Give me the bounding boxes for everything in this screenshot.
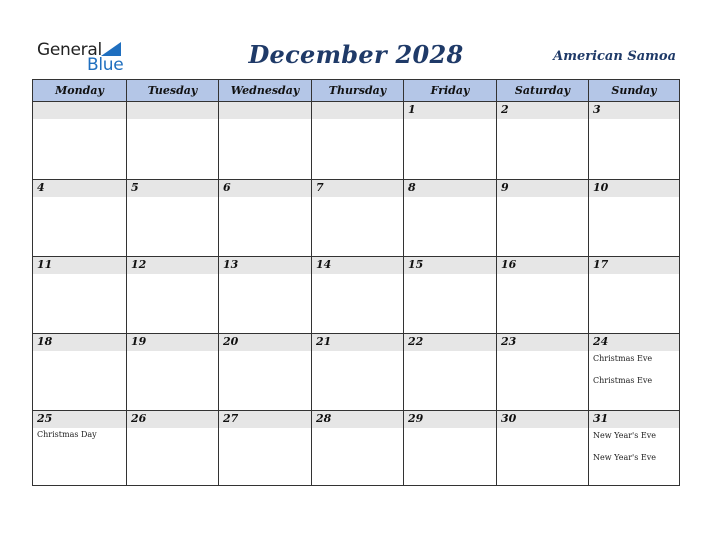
calendar-title: December 2028 xyxy=(248,40,464,69)
day-cell-4[interactable] xyxy=(33,180,126,256)
day-number: 3 xyxy=(593,103,601,116)
day-number: 26 xyxy=(131,412,147,425)
day-number: 9 xyxy=(501,181,509,194)
day-cell-30[interactable] xyxy=(496,411,588,485)
day-number: 25 xyxy=(37,412,53,425)
day-number: 5 xyxy=(131,181,139,194)
calendar-grid xyxy=(32,79,680,486)
day-number: 16 xyxy=(501,258,517,271)
weekday-saturday: Saturday xyxy=(496,80,588,101)
week-row xyxy=(33,102,679,179)
day-number-band xyxy=(127,102,218,119)
day-cell-5[interactable] xyxy=(126,180,218,256)
day-cell-8[interactable] xyxy=(403,180,496,256)
day-cell-11[interactable] xyxy=(33,257,126,333)
day-number: 22 xyxy=(408,335,424,348)
day-number: 18 xyxy=(37,335,53,348)
day-cell-29[interactable] xyxy=(403,411,496,485)
day-number-band xyxy=(497,102,588,119)
day-number: 28 xyxy=(316,412,332,425)
day-number: 27 xyxy=(223,412,239,425)
day-cell-26[interactable] xyxy=(126,411,218,485)
day-cell-9[interactable] xyxy=(496,180,588,256)
day-number: 8 xyxy=(408,181,416,194)
day-cell-1[interactable] xyxy=(403,102,496,179)
day-number: 29 xyxy=(408,412,424,425)
day-cell-25[interactable] xyxy=(33,411,126,485)
day-number-band xyxy=(127,180,218,197)
week-row xyxy=(33,179,679,256)
day-number-band xyxy=(497,180,588,197)
day-number: 2 xyxy=(501,103,509,116)
day-cell-empty[interactable] xyxy=(33,102,126,179)
day-number: 24 xyxy=(593,335,609,348)
holiday-label: New Year's Eve xyxy=(593,431,656,440)
day-cell-24[interactable] xyxy=(588,334,679,410)
week-row xyxy=(33,333,679,410)
weekday-monday: Monday xyxy=(55,84,104,97)
day-number: 1 xyxy=(408,103,416,116)
day-cell-22[interactable] xyxy=(403,334,496,410)
day-cell-18[interactable] xyxy=(33,334,126,410)
day-number: 20 xyxy=(223,335,239,348)
day-number: 21 xyxy=(316,335,332,348)
day-cell-17[interactable] xyxy=(588,257,679,333)
week-row xyxy=(33,256,679,333)
day-number: 4 xyxy=(37,181,45,194)
day-cell-10[interactable] xyxy=(588,180,679,256)
day-cell-empty[interactable] xyxy=(311,102,403,179)
day-cell-31[interactable] xyxy=(588,411,679,485)
day-cell-12[interactable] xyxy=(126,257,218,333)
day-number: 13 xyxy=(223,258,239,271)
weekday-friday: Friday xyxy=(403,80,496,101)
day-number: 23 xyxy=(501,335,517,348)
logo-text-blue: Blue xyxy=(87,55,124,75)
day-cell-16[interactable] xyxy=(496,257,588,333)
day-number-band xyxy=(312,102,403,119)
day-cell-7[interactable] xyxy=(311,180,403,256)
day-number: 12 xyxy=(131,258,147,271)
day-number-band xyxy=(589,102,679,119)
country-label: American Samoa xyxy=(553,49,676,64)
day-number: 30 xyxy=(501,412,517,425)
day-number-band xyxy=(33,102,126,119)
day-number: 17 xyxy=(593,258,609,271)
day-number: 31 xyxy=(593,412,609,425)
logo-text-general: General xyxy=(37,40,102,60)
week-row xyxy=(33,410,679,485)
holiday-label: Christmas Eve xyxy=(593,376,653,385)
day-cell-empty[interactable] xyxy=(126,102,218,179)
day-number: 19 xyxy=(131,335,147,348)
day-number: 14 xyxy=(316,258,332,271)
holiday-label: Christmas Eve xyxy=(593,354,653,363)
day-number: 15 xyxy=(408,258,424,271)
day-number: 10 xyxy=(593,181,609,194)
day-number-band xyxy=(219,102,311,119)
day-cell-19[interactable] xyxy=(126,334,218,410)
day-cell-13[interactable] xyxy=(218,257,311,333)
day-cell-15[interactable] xyxy=(403,257,496,333)
day-cell-21[interactable] xyxy=(311,334,403,410)
day-number: 7 xyxy=(316,181,324,194)
logo xyxy=(37,40,127,74)
day-cell-14[interactable] xyxy=(311,257,403,333)
day-number: 6 xyxy=(223,181,231,194)
day-number-band xyxy=(404,180,496,197)
weekday-tuesday: Tuesday xyxy=(126,80,218,101)
day-cell-23[interactable] xyxy=(496,334,588,410)
holiday-label: New Year's Eve xyxy=(593,453,656,462)
day-cell-20[interactable] xyxy=(218,334,311,410)
day-cell-6[interactable] xyxy=(218,180,311,256)
day-cell-28[interactable] xyxy=(311,411,403,485)
day-number-band xyxy=(33,180,126,197)
weekday-wednesday: Wednesday xyxy=(218,80,311,101)
day-number-band xyxy=(312,180,403,197)
weekday-header xyxy=(33,80,679,102)
day-number: 11 xyxy=(37,258,53,271)
day-cell-2[interactable] xyxy=(496,102,588,179)
weekday-sunday: Sunday xyxy=(588,80,679,101)
day-number-band xyxy=(219,180,311,197)
weekday-thursday: Thursday xyxy=(311,80,403,101)
holiday-label: Christmas Day xyxy=(37,430,97,439)
day-cell-empty[interactable] xyxy=(218,102,311,179)
day-cell-27[interactable] xyxy=(218,411,311,485)
day-cell-3[interactable] xyxy=(588,102,679,179)
day-number-band xyxy=(404,102,496,119)
logo-flag-icon xyxy=(101,42,121,56)
